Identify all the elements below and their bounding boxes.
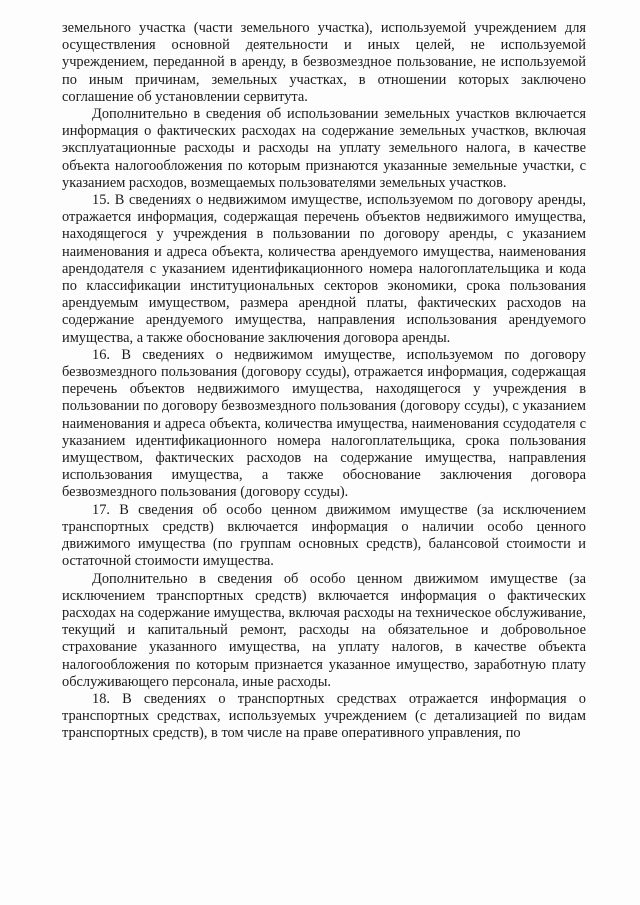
paragraph-16-free-use: 16. В сведениях о недвижимом имуществе, используемом по договору безвозмездного пользования (договору ссуды), отражается информация, содержащая перечень объектов недвижимого имущества, находящегося у учреждения в пользовании по договору безвозмездного пользования (договору ссуды), с указанием наименования и адреса объекта, количества имущества, наименования ссудодателя с указанием идентификационного номера налогоплательщика, срока пользования имуществом, фактических расходов на содержание имущества, направления использования имущества, а также обоснование заключения договора безвозмездного пользования (договору ссуды).: [62, 346, 586, 501]
paragraph-17-valuable-movable: 17. В сведения об особо ценном движимом имуществе (за исключением транспортных средств) включается информация о наличии особо ценного движимого имущества (по группам основных средств), балансовой стоимости и остаточной стоимости имущества.: [62, 501, 586, 570]
paragraph-land-plots-expenses: Дополнительно в сведения об использовании земельных участков включается информация о фактических расходах на содержание земельных участков, включая эксплуатационные расходы и расходы на уплату земельного налога, в качестве объекта налогообложения по которым признаются указанные земельные участки, с указанием расходов, возмещаемых пользователями земельных участков.: [62, 106, 586, 191]
paragraph-18-vehicles: 18. В сведениях о транспортных средствах отражается информация о транспортных средствах, используемых учреждением (с детализацией по видам транспортных средств), в том числе на праве оперативного управления, по: [62, 690, 586, 742]
paragraph-land-plots-continued: земельного участка (части земельного участка), используемой учреждением для осуществления основной деятельности и иных целей, не используемой учреждением, переданной в аренду, в безвозмездное пользование, не используемой по иным причинам, земельных участках, в отношении которых заключено соглашение об установлении сервитута.: [62, 20, 586, 105]
paragraph-15-lease: 15. В сведениях о недвижимом имуществе, используемом по договору аренды, отражается информация, содержащая перечень объектов недвижимого имущества, находящегося у учреждения в пользовании по договору аренды, с указанием наименования и адреса объекта, количества арендуемого имущества, наименования арендодателя с указанием идентификационного номера налогоплательщика и кода по классификации институциональных секторов экономики, срока пользования арендуемым имуществом, размера арендной платы, фактических расходов на содержание арендуемого имущества, направления использования арендуемого имущества, а также обоснование заключения договора аренды.: [62, 192, 586, 346]
paragraph-17-additional-expenses: Дополнительно в сведения об особо ценном движимом имуществе (за исключением транспортных средств) включается информация о фактических расходах на содержание имущества, включая расходы на техническое обслуживание, текущий и капитальный ремонт, расходы на обязательное и добровольное страхование указанного имущества, на уплату налогов, в качестве объекта налогообложения по которым признается указанное имущество, заработную плату обслуживающего персонала, иные расходы.: [62, 570, 586, 690]
